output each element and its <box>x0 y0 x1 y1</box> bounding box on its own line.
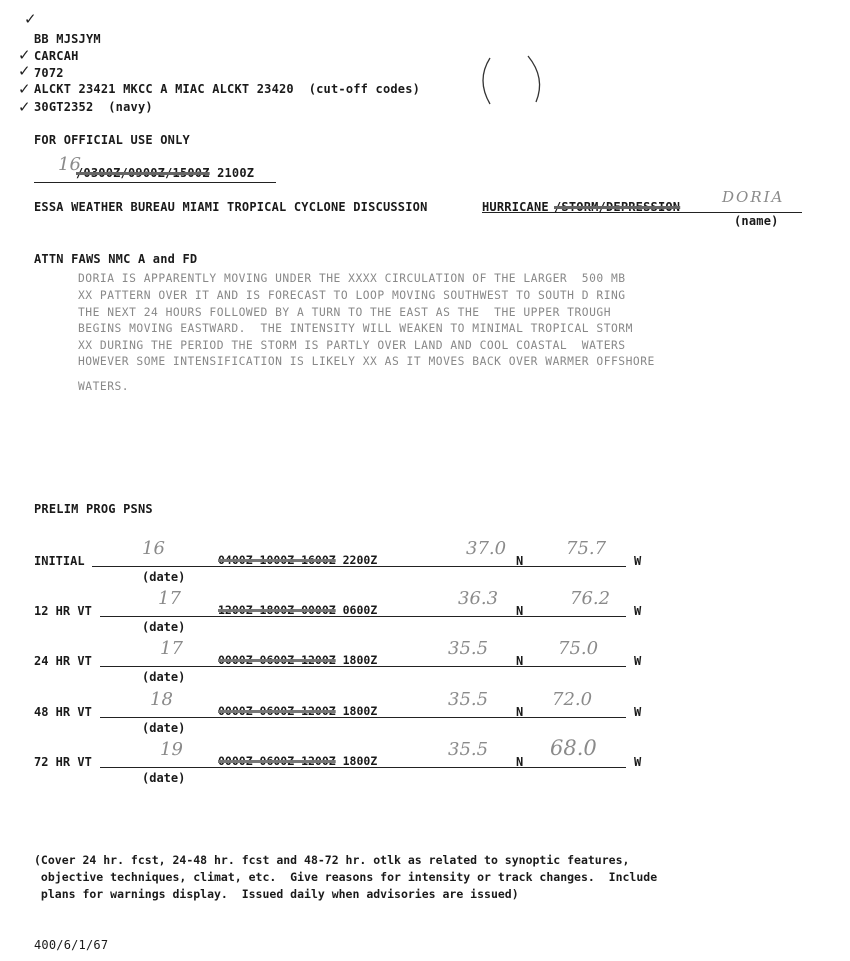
row-label: INITIAL <box>34 554 85 568</box>
row-lat-handwritten: 35.5 <box>448 638 489 659</box>
row-lat-handwritten: 37.0 <box>466 538 507 559</box>
row-time-kept: 1800Z <box>335 704 378 718</box>
storm-type-kept: HURRICANE <box>482 200 549 214</box>
discussion-line: XX PATTERN OVER IT AND IS FORECAST TO LOOP MOVING SOUTHWEST TO SOUTH D RING <box>78 289 626 302</box>
check-mark-icon: ✓ <box>18 80 31 98</box>
west-label: W <box>634 604 642 618</box>
row-lon-handwritten: 72.0 <box>552 689 593 710</box>
storm-name-handwritten: DORIA <box>722 188 785 206</box>
north-label: N <box>516 604 524 618</box>
official-use-label: FOR OFFICIAL USE ONLY <box>34 133 190 147</box>
date-label: (date) <box>142 670 186 684</box>
footer-line: plans for warnings display. Issued daily when advisories are issued) <box>34 887 519 901</box>
check-mark-icon: ✓ <box>24 10 37 28</box>
check-mark-icon: ✓ <box>18 62 31 80</box>
row-lat-handwritten: 35.5 <box>448 689 489 710</box>
row-label: 24 HR VT <box>34 654 92 668</box>
row-times-struck: 1200Z 1800Z 0000Z <box>218 603 336 617</box>
discussion-line: DORIA IS APPARENTLY MOVING UNDER THE XXXX CIRCULATION OF THE LARGER 500 MB <box>78 272 626 285</box>
routing-line: 7072 <box>34 66 64 80</box>
row-lon-handwritten: 75.7 <box>566 538 607 559</box>
west-label: W <box>634 755 642 769</box>
storm-type-struck: /STORM/DEPRESSION <box>554 200 681 214</box>
discussion-line: HOWEVER SOME INTENSIFICATION IS LIKELY XX AS IT MOVES BACK OVER WARMER OFFSHORE <box>78 355 655 368</box>
discussion-line: WATERS. <box>78 380 130 393</box>
discussion-line: XX DURING THE PERIOD THE STORM IS PARTLY OVER LAND AND COOL COASTAL WATERS <box>78 339 626 352</box>
name-label: (name) <box>734 214 779 228</box>
north-label: N <box>516 654 524 668</box>
date-label: (date) <box>142 721 186 735</box>
west-label: W <box>634 654 642 668</box>
date-label: (date) <box>142 771 186 785</box>
row-lon-handwritten: 75.0 <box>558 638 599 659</box>
row-date-handwritten: 17 <box>158 588 181 609</box>
routing-line: 30GT2352 (navy) <box>34 100 153 114</box>
routing-line: ALCKT 23421 MKCC A MIAC ALCKT 23420 (cut-off codes) <box>34 82 421 96</box>
row-time-kept: 0600Z <box>335 603 378 617</box>
discussion-line: THE NEXT 24 HOURS FOLLOWED BY A TURN TO THE EAST AS THE THE UPPER TROUGH <box>78 306 611 319</box>
row-times-struck: 0000Z 0600Z 1200Z <box>218 754 336 768</box>
handwritten-parentheses <box>474 54 550 106</box>
row-lat-handwritten: 35.5 <box>448 739 489 760</box>
row-lat-handwritten: 36.3 <box>458 588 499 609</box>
row-times-struck: 0000Z 0600Z 1200Z <box>218 653 336 667</box>
check-mark-icon: ✓ <box>18 46 31 64</box>
row-times-struck: 0400Z 1000Z 1600Z <box>218 553 336 567</box>
row-time-kept: 1800Z <box>335 754 378 768</box>
prog-title: PRELIM PROG PSNS <box>34 502 153 516</box>
check-mark-icon: ✓ <box>18 98 31 116</box>
west-label: W <box>634 705 642 719</box>
routing-line: CARCAH <box>34 49 79 63</box>
north-label: N <box>516 554 524 568</box>
date-label: (date) <box>142 620 186 634</box>
row-time-kept: 2200Z <box>335 553 378 567</box>
footer-line: (Cover 24 hr. fcst, 24-48 hr. fcst and 48-72 hr. otlk as related to synoptic features, <box>34 853 630 867</box>
row-label: 72 HR VT <box>34 755 92 769</box>
issue-times-struck: /0300Z/0900Z/1500Z <box>76 166 210 180</box>
footer-line: objective techniques, climat, etc. Give reasons for intensity or track changes. Include <box>34 870 658 884</box>
row-lon-handwritten: 68.0 <box>550 736 597 760</box>
north-label: N <box>516 755 524 769</box>
row-time-kept: 1800Z <box>335 653 378 667</box>
attn-line: ATTN FAWS NMC A and FD <box>34 252 198 266</box>
discussion-line: BEGINS MOVING EASTWARD. THE INTENSITY WILL WEAKEN TO MINIMAL TROPICAL STORM <box>78 322 633 335</box>
row-date-handwritten: 17 <box>160 638 183 659</box>
bureau-prefix: ESSA WEATHER BUREAU MIAMI TROPICAL CYCLONE DISCUSSION <box>34 200 428 214</box>
issue-day-handwritten: 16 <box>58 154 81 175</box>
north-label: N <box>516 705 524 719</box>
row-lon-handwritten: 76.2 <box>570 588 611 609</box>
row-date-handwritten: 16 <box>142 538 165 559</box>
form-number: 400/6/1/67 <box>34 938 109 952</box>
row-times-struck: 0000Z 0600Z 1200Z <box>218 704 336 718</box>
row-label: 48 HR VT <box>34 705 92 719</box>
row-date-handwritten: 18 <box>150 689 173 710</box>
west-label: W <box>634 554 642 568</box>
row-label: 12 HR VT <box>34 604 92 618</box>
issue-time-kept: 2100Z <box>209 166 255 180</box>
row-date-handwritten: 19 <box>160 739 183 760</box>
routing-line: BB MJSJYM <box>34 32 101 46</box>
date-label: (date) <box>142 570 186 584</box>
